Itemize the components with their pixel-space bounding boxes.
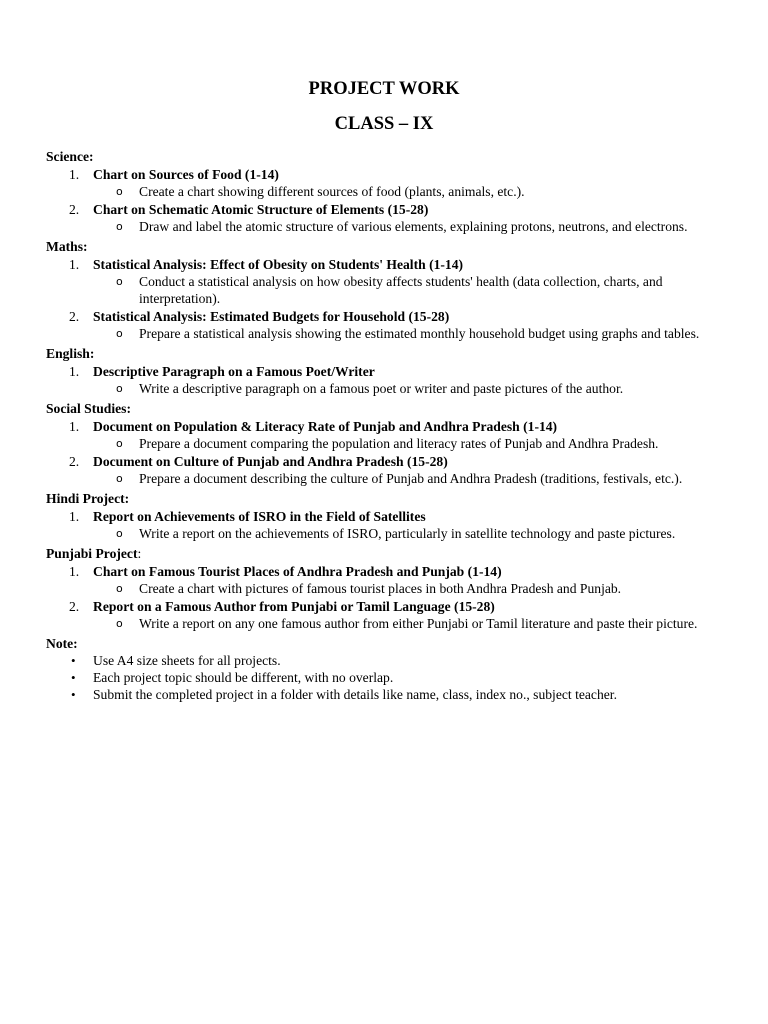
list-item: 1. Document on Population & Literacy Rate of Punjab and Andhra Pradesh (1-14): [69, 419, 558, 434]
sub-item: o Prepare a document comparing the population and literacy rates of Punjab and Andhra Pradesh.: [116, 436, 659, 451]
list-item: 1. Chart on Famous Tourist Places of Andhra Pradesh and Punjab (1-14): [69, 564, 502, 579]
circle-bullet-icon: o: [116, 527, 123, 540]
list-item: 2. Report on a Famous Author from Punjabi or Tamil Language (15-28): [69, 599, 495, 614]
list-item: 1. Statistical Analysis: Effect of Obesity on Students' Health (1-14): [69, 257, 464, 272]
section-heading: Science:: [46, 149, 94, 164]
bullet-dot-icon: •: [71, 670, 76, 685]
circle-bullet-icon: o: [116, 617, 123, 630]
list-item: 2. Statistical Analysis: Estimated Budgets for Household (15-28): [69, 309, 450, 324]
section-note: [46, 635, 726, 703]
circle-bullet-icon: o: [116, 275, 123, 288]
sub-item: o Write a report on any one famous author from either Punjabi or Tamil literature and paste their picture.: [116, 616, 698, 631]
section-maths: [46, 238, 726, 342]
page-title: PROJECT WORK: [308, 79, 460, 99]
sub-item: o Write a descriptive paragraph on a famous poet or writer and paste pictures of the author.: [116, 381, 624, 396]
section-heading: Maths:: [46, 239, 88, 254]
circle-bullet-icon: o: [116, 382, 123, 395]
circle-bullet-icon: o: [116, 472, 123, 485]
section-heading: Social Studies:: [46, 401, 131, 416]
bullet-dot-icon: •: [71, 653, 76, 668]
circle-bullet-icon: o: [116, 185, 123, 198]
list-item: 2. Document on Culture of Punjab and Andhra Pradesh (15-28): [69, 454, 448, 469]
section-punjabi-project: [46, 545, 726, 632]
sub-item: o Prepare a document describing the culture of Punjab and Andhra Pradesh (traditions, festivals, etc.).: [116, 471, 683, 486]
sub-item: o Conduct a statistical analysis on how obesity affects students' health (data collection, charts, and interpretation).: [116, 274, 663, 306]
circle-bullet-icon: o: [116, 220, 123, 233]
list-item: 1. Report on Achievements of ISRO in the Field of Satellites: [69, 509, 426, 524]
list-item: 1. Chart on Sources of Food (1-14): [69, 167, 279, 182]
note-item: • Each project topic should be different, with no overlap.: [71, 670, 394, 685]
section-heading: Punjabi Project:: [46, 546, 142, 561]
section-heading: Note:: [46, 636, 78, 651]
sub-item: o Write a report on the achievements of ISRO, particularly in satellite technology and paste pictures.: [116, 526, 676, 541]
sub-item: o Create a chart showing different sources of food (plants, animals, etc.).: [116, 184, 525, 199]
circle-bullet-icon: o: [116, 327, 123, 340]
sub-item: o Draw and label the atomic structure of various elements, explaining protons, neutrons, and electrons.: [116, 219, 688, 234]
section-heading: English:: [46, 346, 95, 361]
section-science: [46, 148, 726, 235]
page-subtitle: CLASS – IX: [334, 114, 434, 134]
document-body: [46, 145, 726, 703]
list-item: 1. Descriptive Paragraph on a Famous Poet/Writer: [69, 364, 375, 379]
section-heading: Hindi Project:: [46, 491, 130, 506]
section-social-studies: [46, 400, 726, 487]
section-english: [46, 345, 726, 397]
list-item: 2. Chart on Schematic Atomic Structure of Elements (15-28): [69, 202, 429, 217]
bullet-dot-icon: •: [71, 687, 76, 702]
section-hindi-project: [46, 490, 726, 542]
circle-bullet-icon: o: [116, 582, 123, 595]
note-item: • Submit the completed project in a folder with details like name, class, index no., subject teacher.: [71, 687, 617, 702]
sub-item: o Prepare a statistical analysis showing the estimated monthly household budget using graphs and tables.: [116, 326, 700, 341]
note-item: • Use A4 size sheets for all projects.: [71, 653, 281, 668]
sub-item: o Create a chart with pictures of famous tourist places in both Andhra Pradesh and Punjab.: [116, 581, 622, 596]
circle-bullet-icon: o: [116, 437, 123, 450]
